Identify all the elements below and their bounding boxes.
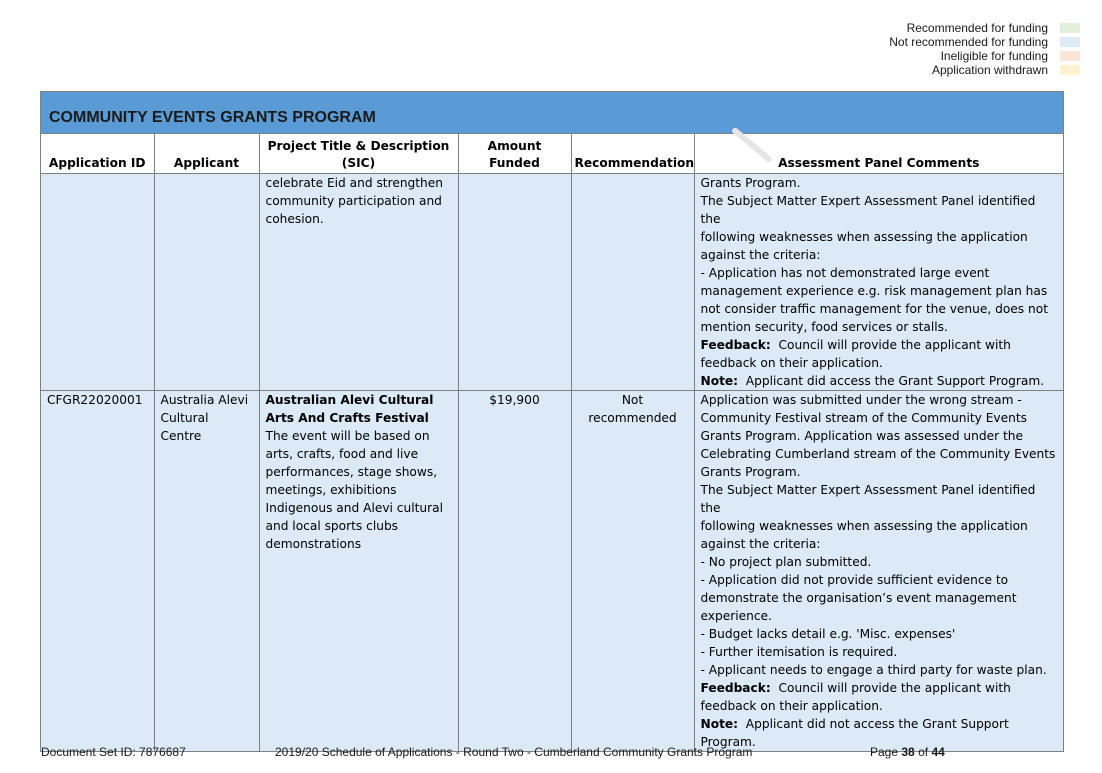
cell-application-id: [41, 174, 154, 391]
col-project-title-line1: Project Title & Description: [267, 139, 450, 153]
table-row: [41, 174, 1063, 391]
cell-amount: $19,900: [458, 391, 571, 752]
footer-schedule-title: 2019/20 Schedule of Applications - Round Two - Cumberland Community Grants Program: [275, 745, 753, 759]
comment-line: following weaknesses when assessing the application: [700, 230, 1028, 244]
legend-swatch: [1060, 65, 1080, 75]
project-title: Australian Alevi Cultural Arts And Crafts Festival: [265, 393, 434, 425]
comment-line: - Application did not provide sufficient evidence to: [700, 573, 1009, 587]
comment-line: - Application has not demonstrated large event: [700, 266, 990, 280]
feedback-block: [701, 336, 1058, 372]
cell-comments: [694, 174, 1063, 391]
grants-table-container: [40, 91, 1064, 752]
legend-label: Not recommended for funding: [889, 35, 1048, 49]
comment-line: demonstrate the organisation’s event management: [700, 591, 1017, 605]
applicant-line: Centre: [160, 429, 202, 443]
page-current: 38: [901, 745, 915, 759]
applications-table: [41, 134, 1063, 751]
project-line: celebrate Eid and strengthen: [265, 176, 444, 190]
page-prefix: Page: [870, 745, 899, 759]
comment-line: experience.: [700, 609, 772, 623]
comment-line: management experience e.g. risk management plan has: [700, 284, 1048, 298]
comment-line: The Subject Matter Expert Assessment Panel identified the: [700, 483, 1036, 515]
note-text: Applicant did not access the Grant Support Program.: [700, 717, 1009, 749]
cell-applicant: [154, 391, 259, 752]
cell-comments: [694, 391, 1063, 752]
cell-amount: [458, 174, 571, 391]
comment-line: Application was submitted under the wrong stream -: [700, 393, 1022, 407]
comment-line: - No project plan submitted.: [700, 555, 872, 569]
comment-line: not consider traffic management for the venue, does not: [700, 302, 1048, 316]
comment-line: mention security, food services or stalls.: [700, 320, 948, 334]
legend-label: Application withdrawn: [931, 63, 1048, 77]
col-applicant: Applicant: [154, 134, 259, 174]
comment-line: Grants Program.: [700, 176, 801, 190]
col-amount-funded: Amount Funded: [458, 134, 571, 174]
legend-not-recommended: [889, 35, 1080, 49]
comment-line: - Budget lacks detail e.g. 'Misc. expenses': [700, 627, 956, 641]
comment-line: Grants Program.: [700, 465, 801, 479]
legend-label: Ineligible for funding: [940, 49, 1048, 63]
funding-legend: [889, 21, 1080, 77]
comment-line: following weaknesses when assessing the application: [700, 519, 1028, 533]
legend-swatch: [1060, 51, 1080, 61]
cell-project: [259, 391, 458, 752]
cell-applicant: [154, 174, 259, 391]
note-label: Note:: [700, 717, 739, 731]
footer-page-number: [870, 745, 945, 759]
footer-document-id: Document Set ID: 7876687: [41, 745, 186, 759]
comment-line: against the criteria:: [700, 537, 821, 551]
table-header-row: [41, 134, 1063, 174]
comment-line: Community Festival stream of the Community Events: [700, 411, 1027, 425]
project-description: The event will be based on arts, crafts, food and live performances, stage shows, meetings, exhibitions Indigenous and Alevi cultural and local sports clubs demonstrations: [265, 429, 443, 551]
feedback-label: Feedback:: [700, 338, 771, 352]
cell-project: [259, 174, 458, 391]
program-title: COMMUNITY EVENTS GRANTS PROGRAM: [41, 92, 1063, 134]
feedback-label: Feedback:: [700, 681, 771, 695]
legend-ineligible: [889, 49, 1080, 63]
legend-withdrawn: [889, 63, 1080, 77]
comment-line: - Further itemisation is required.: [700, 645, 898, 659]
page-total: 44: [931, 745, 945, 759]
legend-label: Recommended for funding: [906, 21, 1048, 35]
feedback-block: [701, 679, 1058, 715]
recommendation-line: Not: [621, 393, 644, 407]
cell-recommendation: [571, 391, 694, 752]
col-project-title-line2: (SIC): [341, 156, 376, 170]
legend-swatch: [1060, 23, 1080, 33]
comment-line: The Subject Matter Expert Assessment Panel identified the: [700, 194, 1036, 226]
applicant-line: Cultural: [160, 411, 209, 425]
recommendation-line: recommended: [588, 411, 677, 425]
table-row: [41, 391, 1063, 752]
note-label: Note:: [700, 374, 739, 388]
feedback-text: Council will provide the applicant with feedback on their application.: [700, 681, 1011, 713]
cell-recommendation: [571, 174, 694, 391]
col-application-id: Application ID: [41, 134, 154, 174]
project-line: cohesion.: [265, 212, 324, 226]
col-assessment-comments: Assessment Panel Comments: [694, 134, 1063, 174]
legend-swatch: [1060, 37, 1080, 47]
comment-line: - Applicant needs to engage a third party for waste plan.: [700, 663, 1047, 677]
applicant-line: Australia Alevi: [160, 393, 249, 407]
comment-line: against the criteria:: [700, 248, 821, 262]
comment-line: Grants Program. Application was assessed under the: [700, 429, 1023, 443]
col-recommendation: Recommendation: [571, 134, 694, 174]
col-project-title: [259, 134, 458, 174]
note-block: [701, 372, 1058, 390]
cell-application-id: CFGR22020001: [41, 391, 154, 752]
legend-recommended: [889, 21, 1080, 35]
page-of: of: [918, 745, 929, 759]
comment-line: Celebrating Cumberland stream of the Community Events: [700, 447, 1056, 461]
project-line: community participation and: [265, 194, 442, 208]
note-text: Applicant did access the Grant Support Program.: [745, 374, 1045, 388]
feedback-text: Council will provide the applicant with feedback on their application.: [700, 338, 1011, 370]
